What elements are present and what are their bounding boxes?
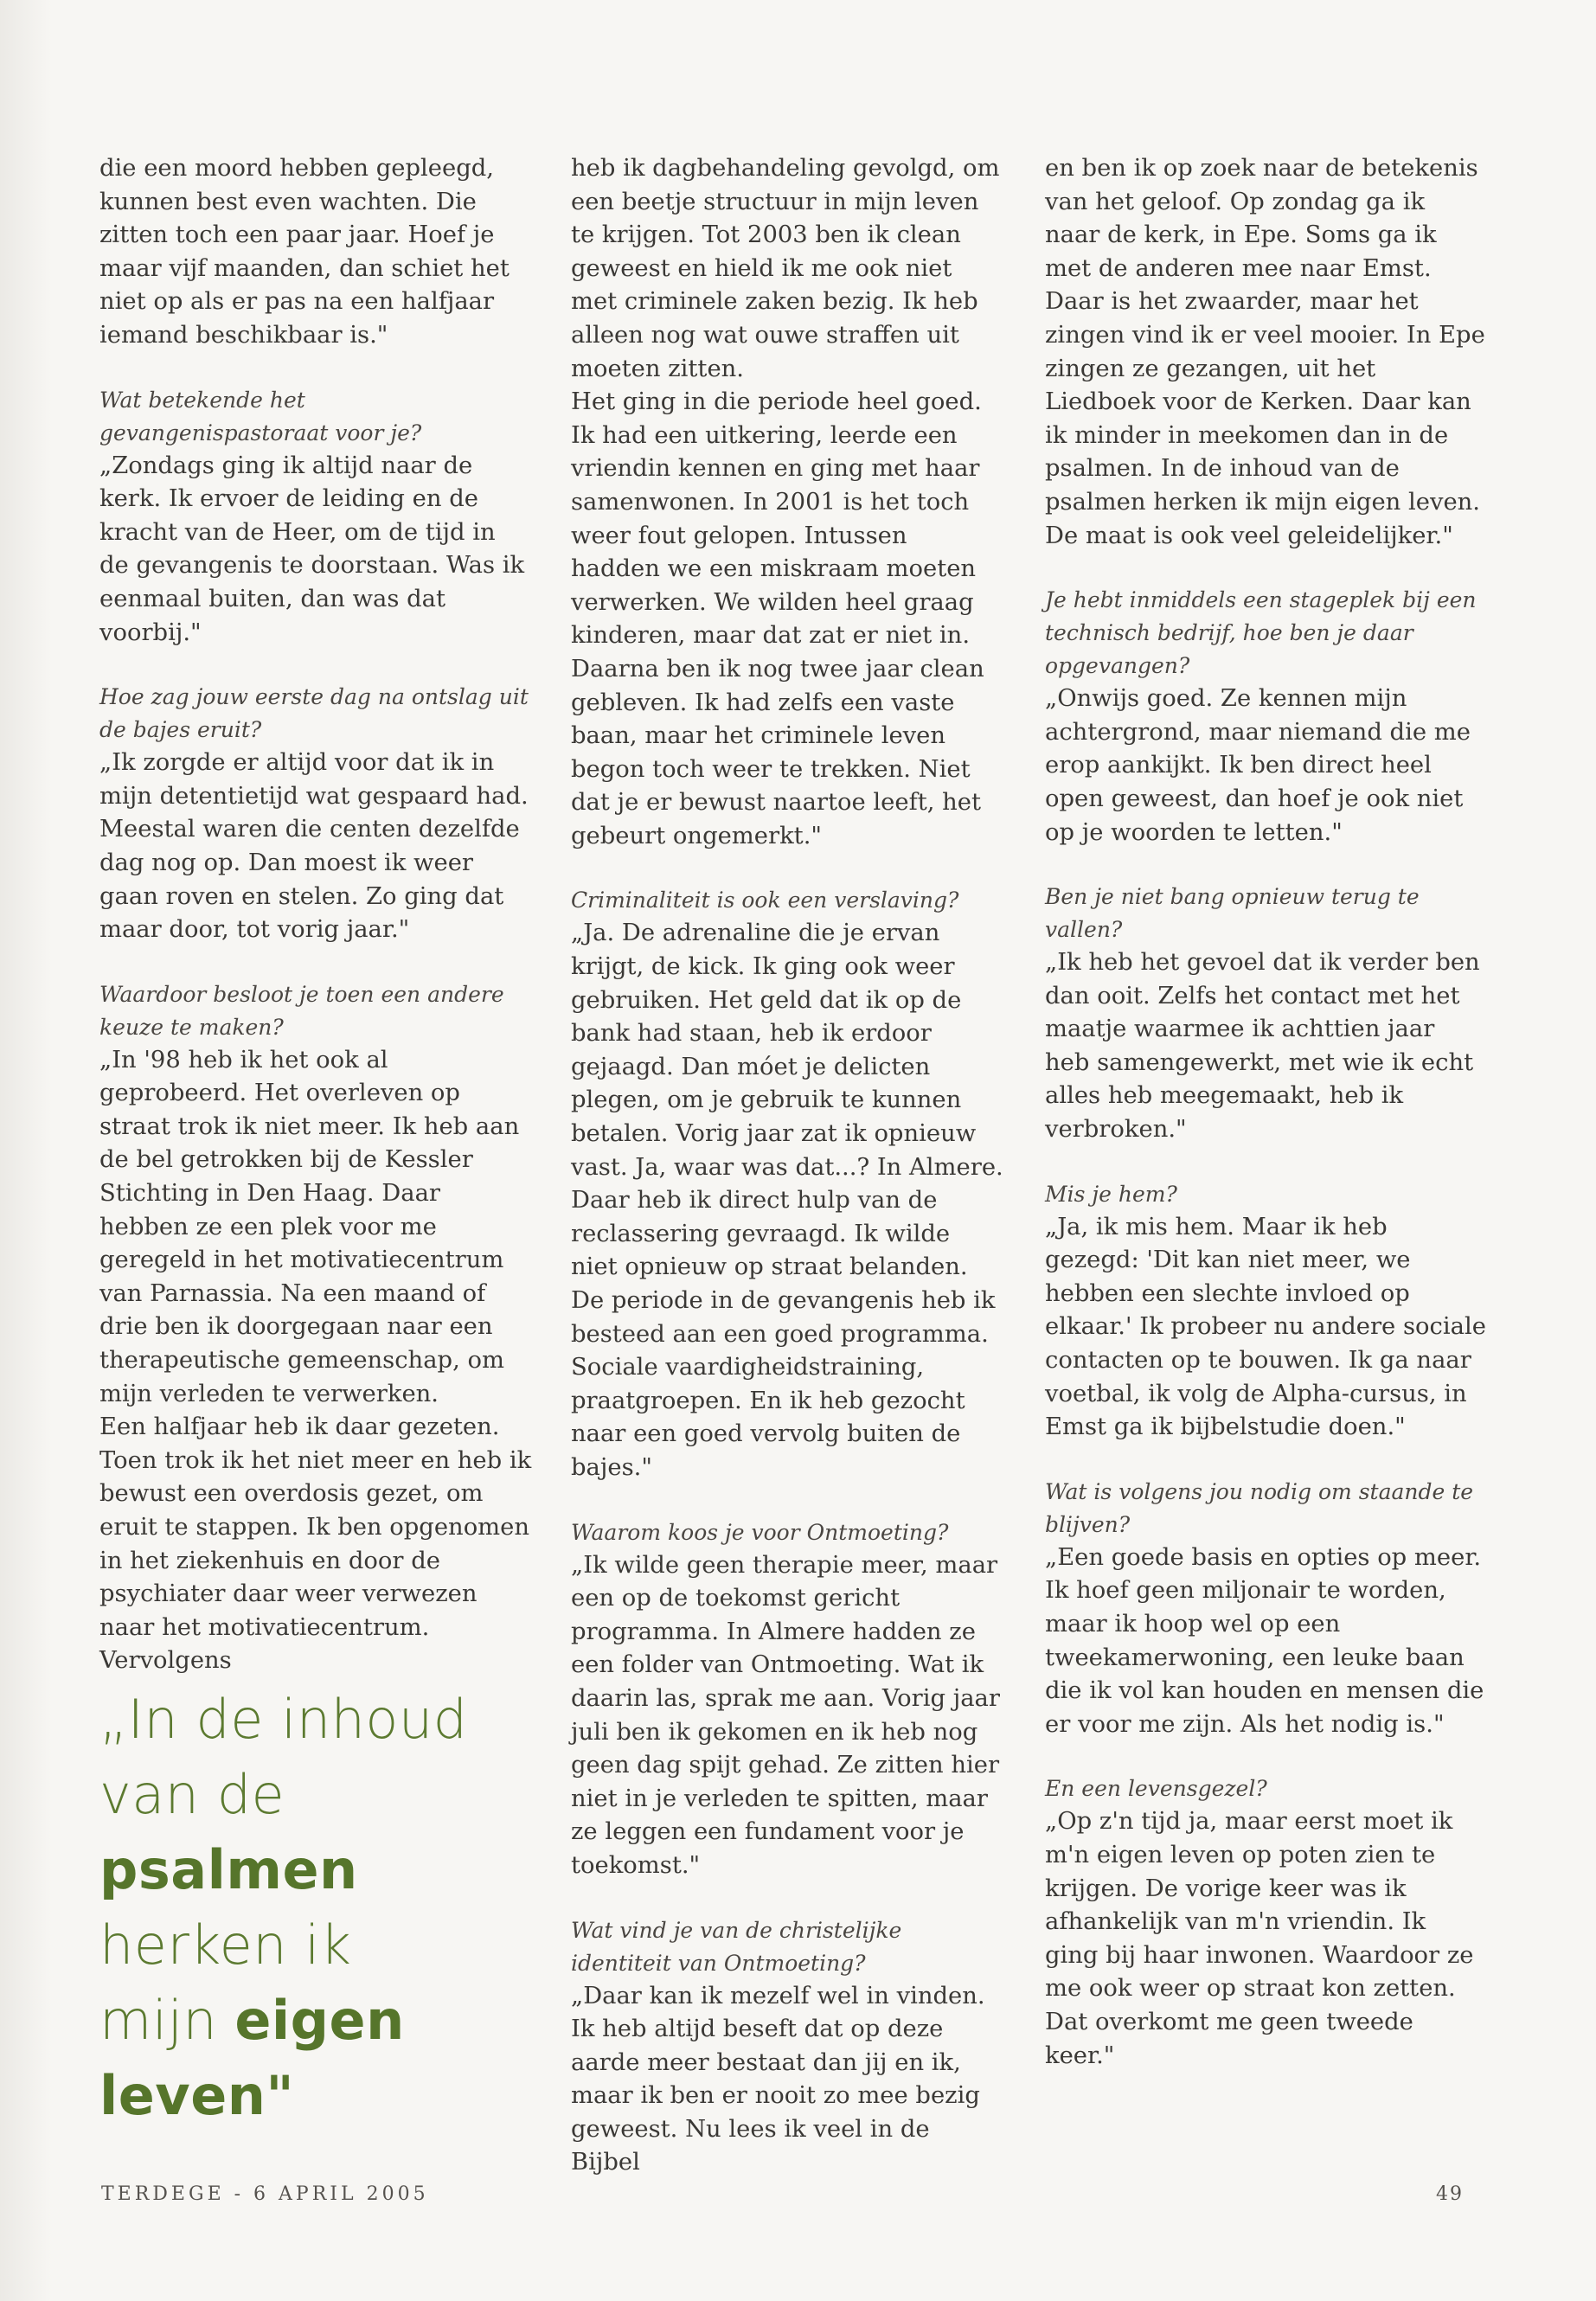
interview-answer: „Zondags ging ik altijd naar de kerk. Ik ervoer de leiding en de kracht van de Heer, om de tijd in de gevangenis te doorstaan. Was ik eenmaal buiten, dan was dat voorbij." xyxy=(99,452,525,646)
pull-quote-line: van de xyxy=(99,1763,285,1826)
page-gutter-shadow xyxy=(0,0,52,2301)
pull-quote-line: leven" xyxy=(99,2064,295,2127)
interview-answer: heb ik dagbehandeling gevolgd, om een beetje structuur in mijn leven te krijgen. Tot 2003 ben ik clean geweest en hield ik me ook niet met criminele zaken bezig. Ik heb alleen nog wat ouwe straffen uit moeten zitten. xyxy=(571,155,1000,382)
pull-quote xyxy=(99,1682,532,2133)
article-column-1 xyxy=(99,152,532,1678)
pull-quote-line xyxy=(99,1983,532,2058)
article-column-3 xyxy=(1045,152,1486,2073)
interview-answer: Het ging in die periode heel goed. Ik had een uitkering, leerde een vriendin kennen en ging met haar samenwonen. In 2001 is het toch weer fout gelopen. Intussen hadden we een miskraam moeten verwerken. We wilden heel graag kinderen, maar dat zat er niet in. Daarna ben ik nog twee jaar clean gebleven. Ik had zelfs een vaste baan, maar het criminele leven begon toch weer te trekken. Niet dat je er bewust naartoe leeft, het gebeurt ongemerkt." xyxy=(571,388,984,849)
footer-publication: TERDEGE - 6 APRIL 2005 xyxy=(101,2183,429,2205)
interview-answer: „Ik zorgde er altijd voor dat ik in mijn detentietijd wat gespaard had. Meestal waren die centen dezelfde dag nog op. Dan moest ik weer gaan roven en stelen. Zo ging dat maar door, tot vorig jaar." xyxy=(99,749,529,944)
pull-quote-line: „In de inhoud xyxy=(99,1688,468,1751)
interview-question: Wat is volgens jou nodig om staande te blijven? xyxy=(1045,1478,1474,1537)
pull-quote-word: eigen xyxy=(234,1989,405,2052)
interview-question: Hoe zag jouw eerste dag na ontslag uit de bajes eruit? xyxy=(99,684,529,743)
interview-answer: die een moord hebben gepleegd, kunnen best even wachten. Die zitten toch een paar jaar. Hoef je maar vijf maanden, dan schiet het niet op als er pas na een halfjaar iemand beschikbaar is." xyxy=(99,155,510,349)
pull-quote-line: herken ik xyxy=(99,1913,352,1977)
interview-answer: „Op z'n tijd ja, maar eerst moet ik m'n eigen leven op poten zien te krijgen. De vorige keer was ik afhankelijk van m'n vriendin. Ik ging bij haar inwonen. Waardoor ze me ook weer op straat kon zetten. Dat overkomt me geen tweede keer." xyxy=(1045,1808,1474,2069)
interview-question: En een levensgezel? xyxy=(1045,1776,1267,1802)
article-column-2 xyxy=(571,152,1003,2180)
interview-answer: en ben ik op zoek naar de betekenis van het geloof. Op zondag ga ik naar de kerk, in Epe. Soms ga ik met de anderen mee naar Emst. Daar is het zwaarder, maar het zingen vind ik er veel mooier. In Epe zingen ze gezangen, uit het Liedboek voor de Kerken. Daar kan ik minder in meekomen dan in de psalmen. In de inhoud van de psalmen herken ik mijn eigen leven. De maat is ook veel geleidelijker." xyxy=(1045,155,1485,549)
interview-question: Ben je niet bang opnieuw terug te vallen? xyxy=(1045,884,1420,943)
interview-question: Mis je hem? xyxy=(1045,1181,1177,1207)
page-number: 49 xyxy=(1436,2183,1464,2205)
pull-quote-line: psalmen xyxy=(99,1838,358,1901)
interview-question: Wat betekende het gevangenispastoraat voor je? xyxy=(99,387,422,445)
interview-answer: „Ja. De adrenaline die je ervan krijgt, de kick. Ik ging ook weer gebruiken. Het geld dat ik op de bank had staan, heb ik erdoor gejaagd. Dan móet je delicten plegen, om je gebruik te kunnen betalen. Vorig jaar zat ik opnieuw vast. Ja, waar was dat...? In Almere. Daar heb ik direct hulp van de reclassering gevraagd. Ik wilde niet opnieuw op straat belanden. De periode in de gevangenis heb ik besteed aan een goed programma. Sociale vaardigheidstraining, praatgroepen. En ik heb gezocht naar een goed vervolg buiten de bajes." xyxy=(571,920,1003,1481)
interview-question: Waardoor besloot je toen een andere keuze te maken? xyxy=(99,981,504,1040)
interview-answer: „Ik wilde geen therapie meer, maar een op de toekomst gericht programma. In Almere hadden ze een folder van Ontmoeting. Wat ik daarin las, sprak me aan. Vorig jaar juli ben ik gekomen en ik heb nog geen dag spijt gehad. Ze zitten hier niet in je verleden te spitten, maar ze leggen een fundament voor je toekomst." xyxy=(571,1551,1000,1879)
interview-answer: „Ik heb het gevoel dat ik verder ben dan ooit. Zelfs het contact met het maatje waarmee ik achttien jaar heb samengewerkt, met wie ik echt alles heb meegemaakt, heb ik verbroken." xyxy=(1045,949,1480,1144)
pull-quote-word: mijn xyxy=(99,1989,218,2052)
interview-answer: „Ja, ik mis hem. Maar ik heb gezegd: 'Dit kan niet meer, we hebben een slechte invloed op elkaar.' Ik probeer nu andere sociale contacten op te bouwen. Ik ga naar voetbal, ik volg de Alpha-cursus, in Emst ga ik bijbelstudie doen." xyxy=(1045,1213,1486,1441)
interview-question: Criminaliteit is ook een verslaving? xyxy=(571,888,959,913)
interview-answer: „Onwijs goed. Ze kennen mijn achtergrond, maar niemand die me erop aankijkt. Ik ben direct heel open geweest, dan hoef je ook niet op je woorden te letten." xyxy=(1045,685,1471,846)
interview-answer: „Een goede basis en opties op meer. Ik hoef geen miljonair te worden, maar ik hoop wel op een tweekamerwoning, een leuke baan die ik vol kan houden en mensen die er voor me zijn. Als het nodig is." xyxy=(1045,1543,1484,1738)
interview-question: Wat vind je van de christelijke identiteit van Ontmoeting? xyxy=(571,1917,902,1976)
interview-answer: „In '98 heb ik het ook al geprobeerd. Het overleven op straat trok ik niet meer. Ik heb aan de bel getrokken bij de Kessler Stichting in Den Haag. Daar hebben ze een plek voor me geregeld in het motivatiecentrum van Parnassia. Na een maand of drie ben ik doorgegaan naar een therapeutische gemeenschap, om mijn verleden te verwerken. xyxy=(99,1046,520,1407)
interview-question: Waarom koos je voor Ontmoeting? xyxy=(571,1519,949,1545)
interview-answer: Een halfjaar heb ik daar gezeten. Toen trok ik het niet meer en heb ik bewust een overdosis gezet, om eruit te stappen. Ik ben opgenomen in het ziekenhuis en door de psychiater daar weer verwezen naar het motivatiecentrum. Vervolgens xyxy=(99,1413,532,1675)
interview-answer: „Daar kan ik mezelf wel in vinden. Ik heb altijd beseft dat op deze aarde meer bestaat dan jij en ik, maar ik ben er nooit zo mee bezig geweest. Nu lees ik veel in de Bijbel xyxy=(571,1982,985,2176)
interview-question: Je hebt inmiddels een stageplek bij een technisch bedrijf, hoe ben je daar opgevangen? xyxy=(1045,587,1477,679)
